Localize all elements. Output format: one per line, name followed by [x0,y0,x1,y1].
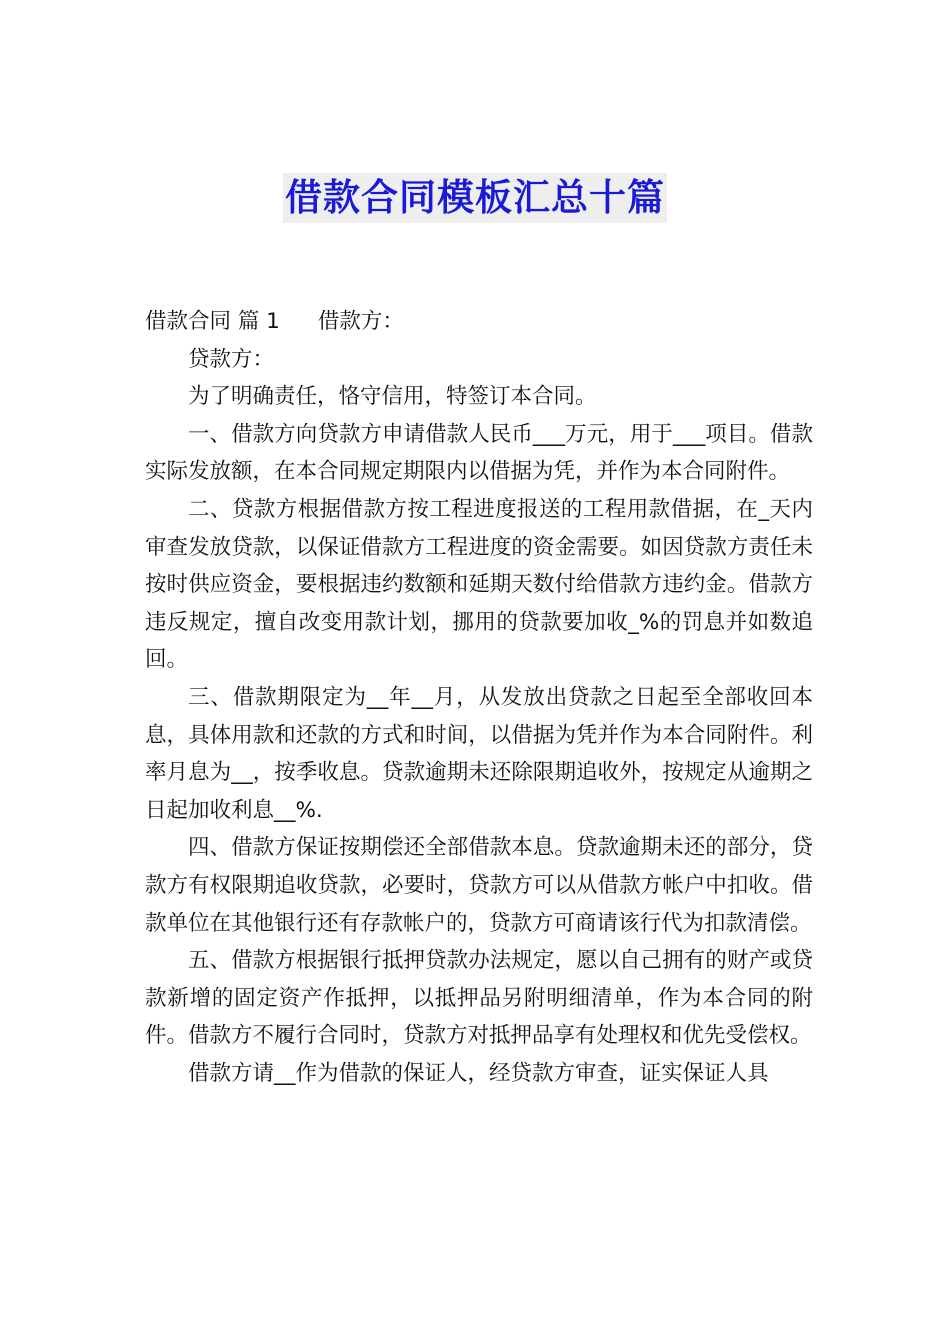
contract-heading-line [145,303,813,341]
document-title-text: 借款合同模板汇总十篇 [283,173,667,223]
document-body [145,303,813,1092]
clause-1-paragraph: 一、借款方向贷款方申请借款人民币___万元，用于___项目。借款实际发放额，在本合同规定期限内以借据为凭，并作为本合同附件。 [145,421,813,485]
clause-4-paragraph: 四、借款方保证按期偿还全部借款本息。贷款逾期未还的部分，贷款方有权限期追收贷款，必要时，贷款方可以从借款方帐户中扣收。借款单位在其他银行还有存款帐户的，贷款方可商请该行代为扣款清偿。 [145,835,813,936]
clause-3-paragraph: 三、借款期限定为__年__月，从发放出贷款之日起至全部收回本息，具体用款和还款的方式和时间，以借据为凭并作为本合同附件。利率月息为__，按季收息。贷款逾期未还除限期追收外，按规定从逾期之日起加收利息__%. [145,684,813,823]
borrower-label: 借款方： [317,309,404,334]
clause-5-paragraph: 五、借款方根据银行抵押贷款办法规定，愿以自己拥有的财产或贷款新增的固定资产作抵押，以抵押品另附明细清单，作为本合同的附件。借款方不履行合同时，贷款方对抵押品享有处理权和优先受偿权。 [145,948,813,1049]
guarantor-paragraph: 借款方请__作为借款的保证人，经贷款方审查，证实保证人具 [188,1060,769,1086]
document-title [0,173,950,223]
preamble-paragraph: 为了明确责任，恪守信用，特签订本合同。 [188,384,597,410]
lender-label: 贷款方： [188,346,275,372]
clause-2-paragraph: 二、贷款方根据借款方按工程进度报送的工程用款借据，在_天内审查发放贷款，以保证借款方工程进度的资金需要。如因贷款方责任未按时供应资金，要根据违约数额和延期天数付给借款方违约金。借款方违反规定，擅自改变用款计划，挪用的贷款要加收_%的罚息并如数追回。 [145,496,813,673]
contract-heading-label: 借款合同 篇 1 [145,309,280,334]
